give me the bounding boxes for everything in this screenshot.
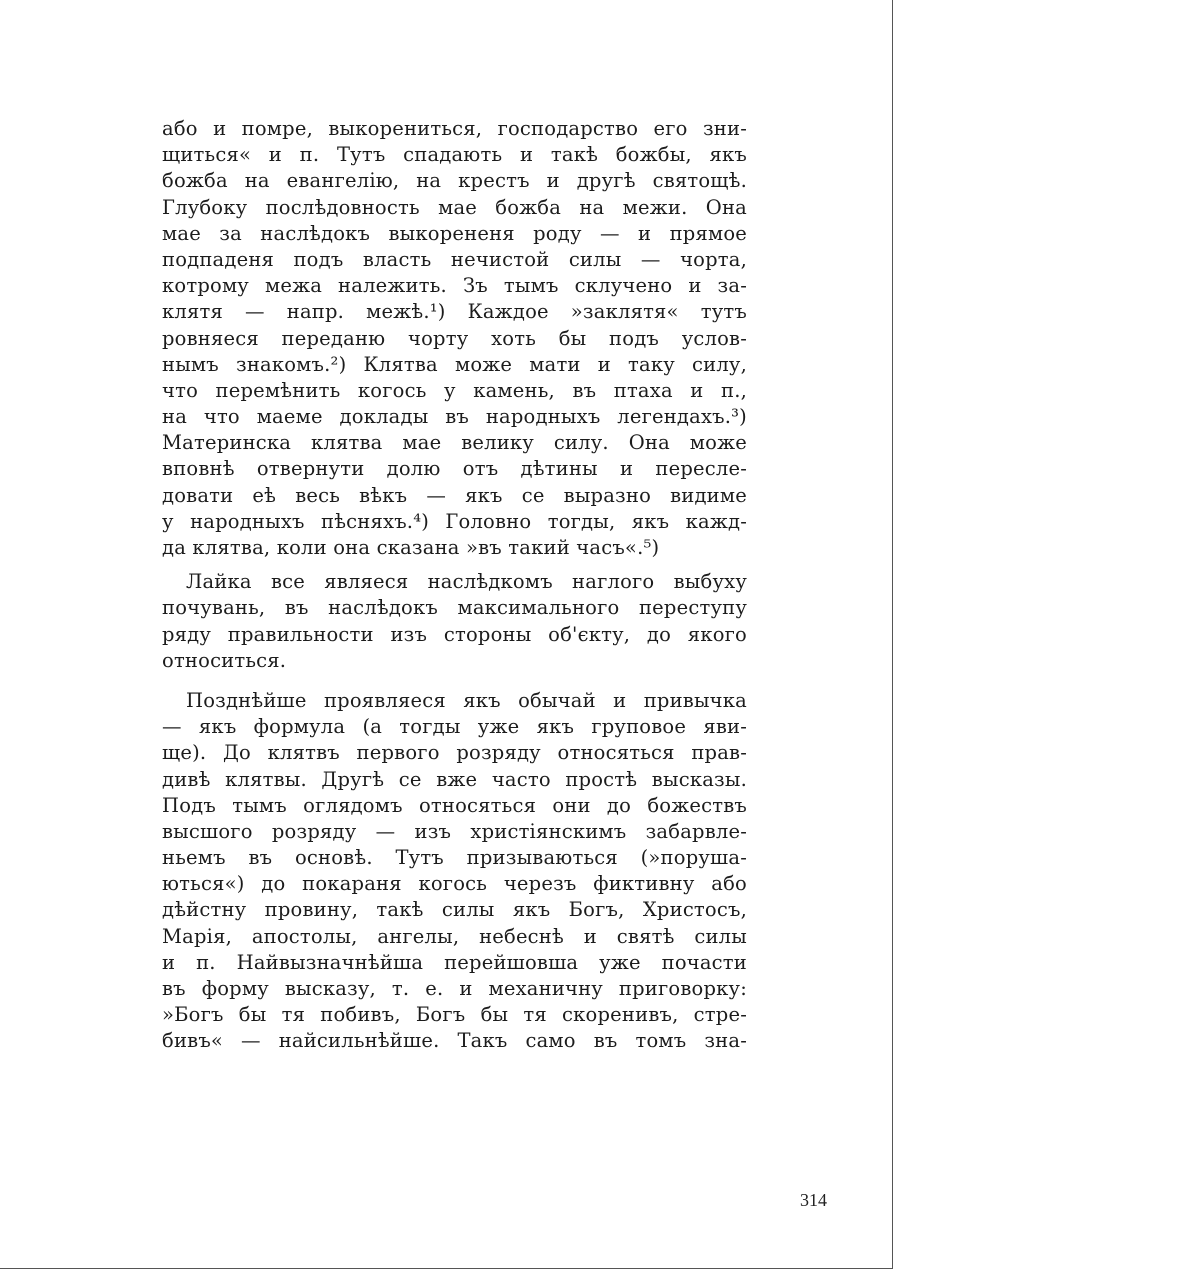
text-line: дѣйстну провину, такѣ силы якъ Богъ, Христосъ, xyxy=(162,898,747,922)
text-line: почувань, въ наслѣдокъ максимального переступу xyxy=(162,596,747,620)
text-line: что перемѣнить когось у камень, въ птаха и п., xyxy=(162,378,747,402)
text-line: клятя — напр. межѣ.¹) Каждое »заклятя« тутъ xyxy=(162,300,747,324)
text-line: дивѣ клятвы. Другѣ се вже часто простѣ высказы. xyxy=(162,767,747,791)
text-line: да клятва, коли она сказана »въ такий часъ«.⁵) xyxy=(162,536,660,559)
text-line: або и помре, выкорениться, господарство его зни- xyxy=(162,117,747,140)
text-line: ровняеся переданю чорту хоть бы подъ услов- xyxy=(162,326,747,350)
text-line: на что маеме доклады въ народныхъ легендахъ.³) xyxy=(162,405,747,429)
text-line: довати еѣ весь вѣкъ — якъ се выразно видиме xyxy=(162,483,747,507)
text-line: ще). До клятвъ первого розряду относяться прав- xyxy=(162,741,747,765)
text-line: мае за наслѣдокъ выкорененя роду — и прямое xyxy=(162,221,747,245)
body-text xyxy=(162,116,747,1055)
text-line: Марія, апостолы, ангелы, небеснѣ и святѣ силы xyxy=(162,924,747,948)
text-line: и п. Найвызначнѣйша перейшовша уже почасти xyxy=(162,950,747,974)
text-line: »Богъ бы тя побивъ, Богъ бы тя скоренивъ, стре- xyxy=(162,1003,747,1027)
text-line: божба на евангелію, на крестъ и другѣ святощѣ. xyxy=(162,169,747,193)
text-line: ються«) до покараня когось черезъ фиктивну або xyxy=(162,872,747,896)
text-line: Глубоку послѣдовность мае божба на межи. Она xyxy=(162,195,747,219)
text-line: Лайка все являеся наслѣдкомъ наглого выбуху xyxy=(186,570,747,594)
text-line: ряду правильности изъ стороны об'єкту, до якого xyxy=(162,622,747,646)
text-line: вповнѣ отвернути долю отъ дѣтины и пересле- xyxy=(162,457,747,481)
text-line: въ форму высказу, т. е. и механичну приговорку: xyxy=(162,977,747,1000)
text-line: относиться. xyxy=(162,648,287,672)
text-line: щиться« и п. Тутъ спадають и такѣ божбы, якъ xyxy=(162,143,747,167)
text-line: бивъ« — найсильнѣйше. Такъ само въ томъ зна- xyxy=(162,1029,747,1053)
text-line: котрому межа належить. Зъ тымъ склучено и за- xyxy=(162,274,747,298)
text-line: ньемъ въ основѣ. Тутъ призываються (»поруша- xyxy=(162,846,747,870)
text-line: высшого розряду — изъ христіянскимъ забарвле- xyxy=(162,819,747,843)
text-line: нымъ знакомъ.²) Клятва може мати и таку силу, xyxy=(162,352,747,376)
paragraph-spacer xyxy=(162,561,747,569)
text-line: Подъ тымъ оглядомъ относяться они до божествъ xyxy=(162,793,747,817)
text-line: подпаденя подъ власть нечистой силы — чорта, xyxy=(162,247,747,271)
paragraph-1 xyxy=(162,116,747,561)
paragraph-3 xyxy=(162,688,747,1055)
paragraph-2 xyxy=(162,569,747,674)
paragraph-spacer xyxy=(162,674,747,688)
text-line: Материнска клятва мае велику силу. Она може xyxy=(162,431,747,455)
text-line: Позднѣйше проявляеся якъ обычай и привычка xyxy=(186,688,747,712)
page-number: 314 xyxy=(800,1190,827,1210)
text-line: — якъ формула (а тогды уже якъ груповое яви- xyxy=(162,715,747,739)
text-line: у народныхъ пѣсняхъ.⁴) Головно тогды, якъ кажд- xyxy=(162,509,747,533)
